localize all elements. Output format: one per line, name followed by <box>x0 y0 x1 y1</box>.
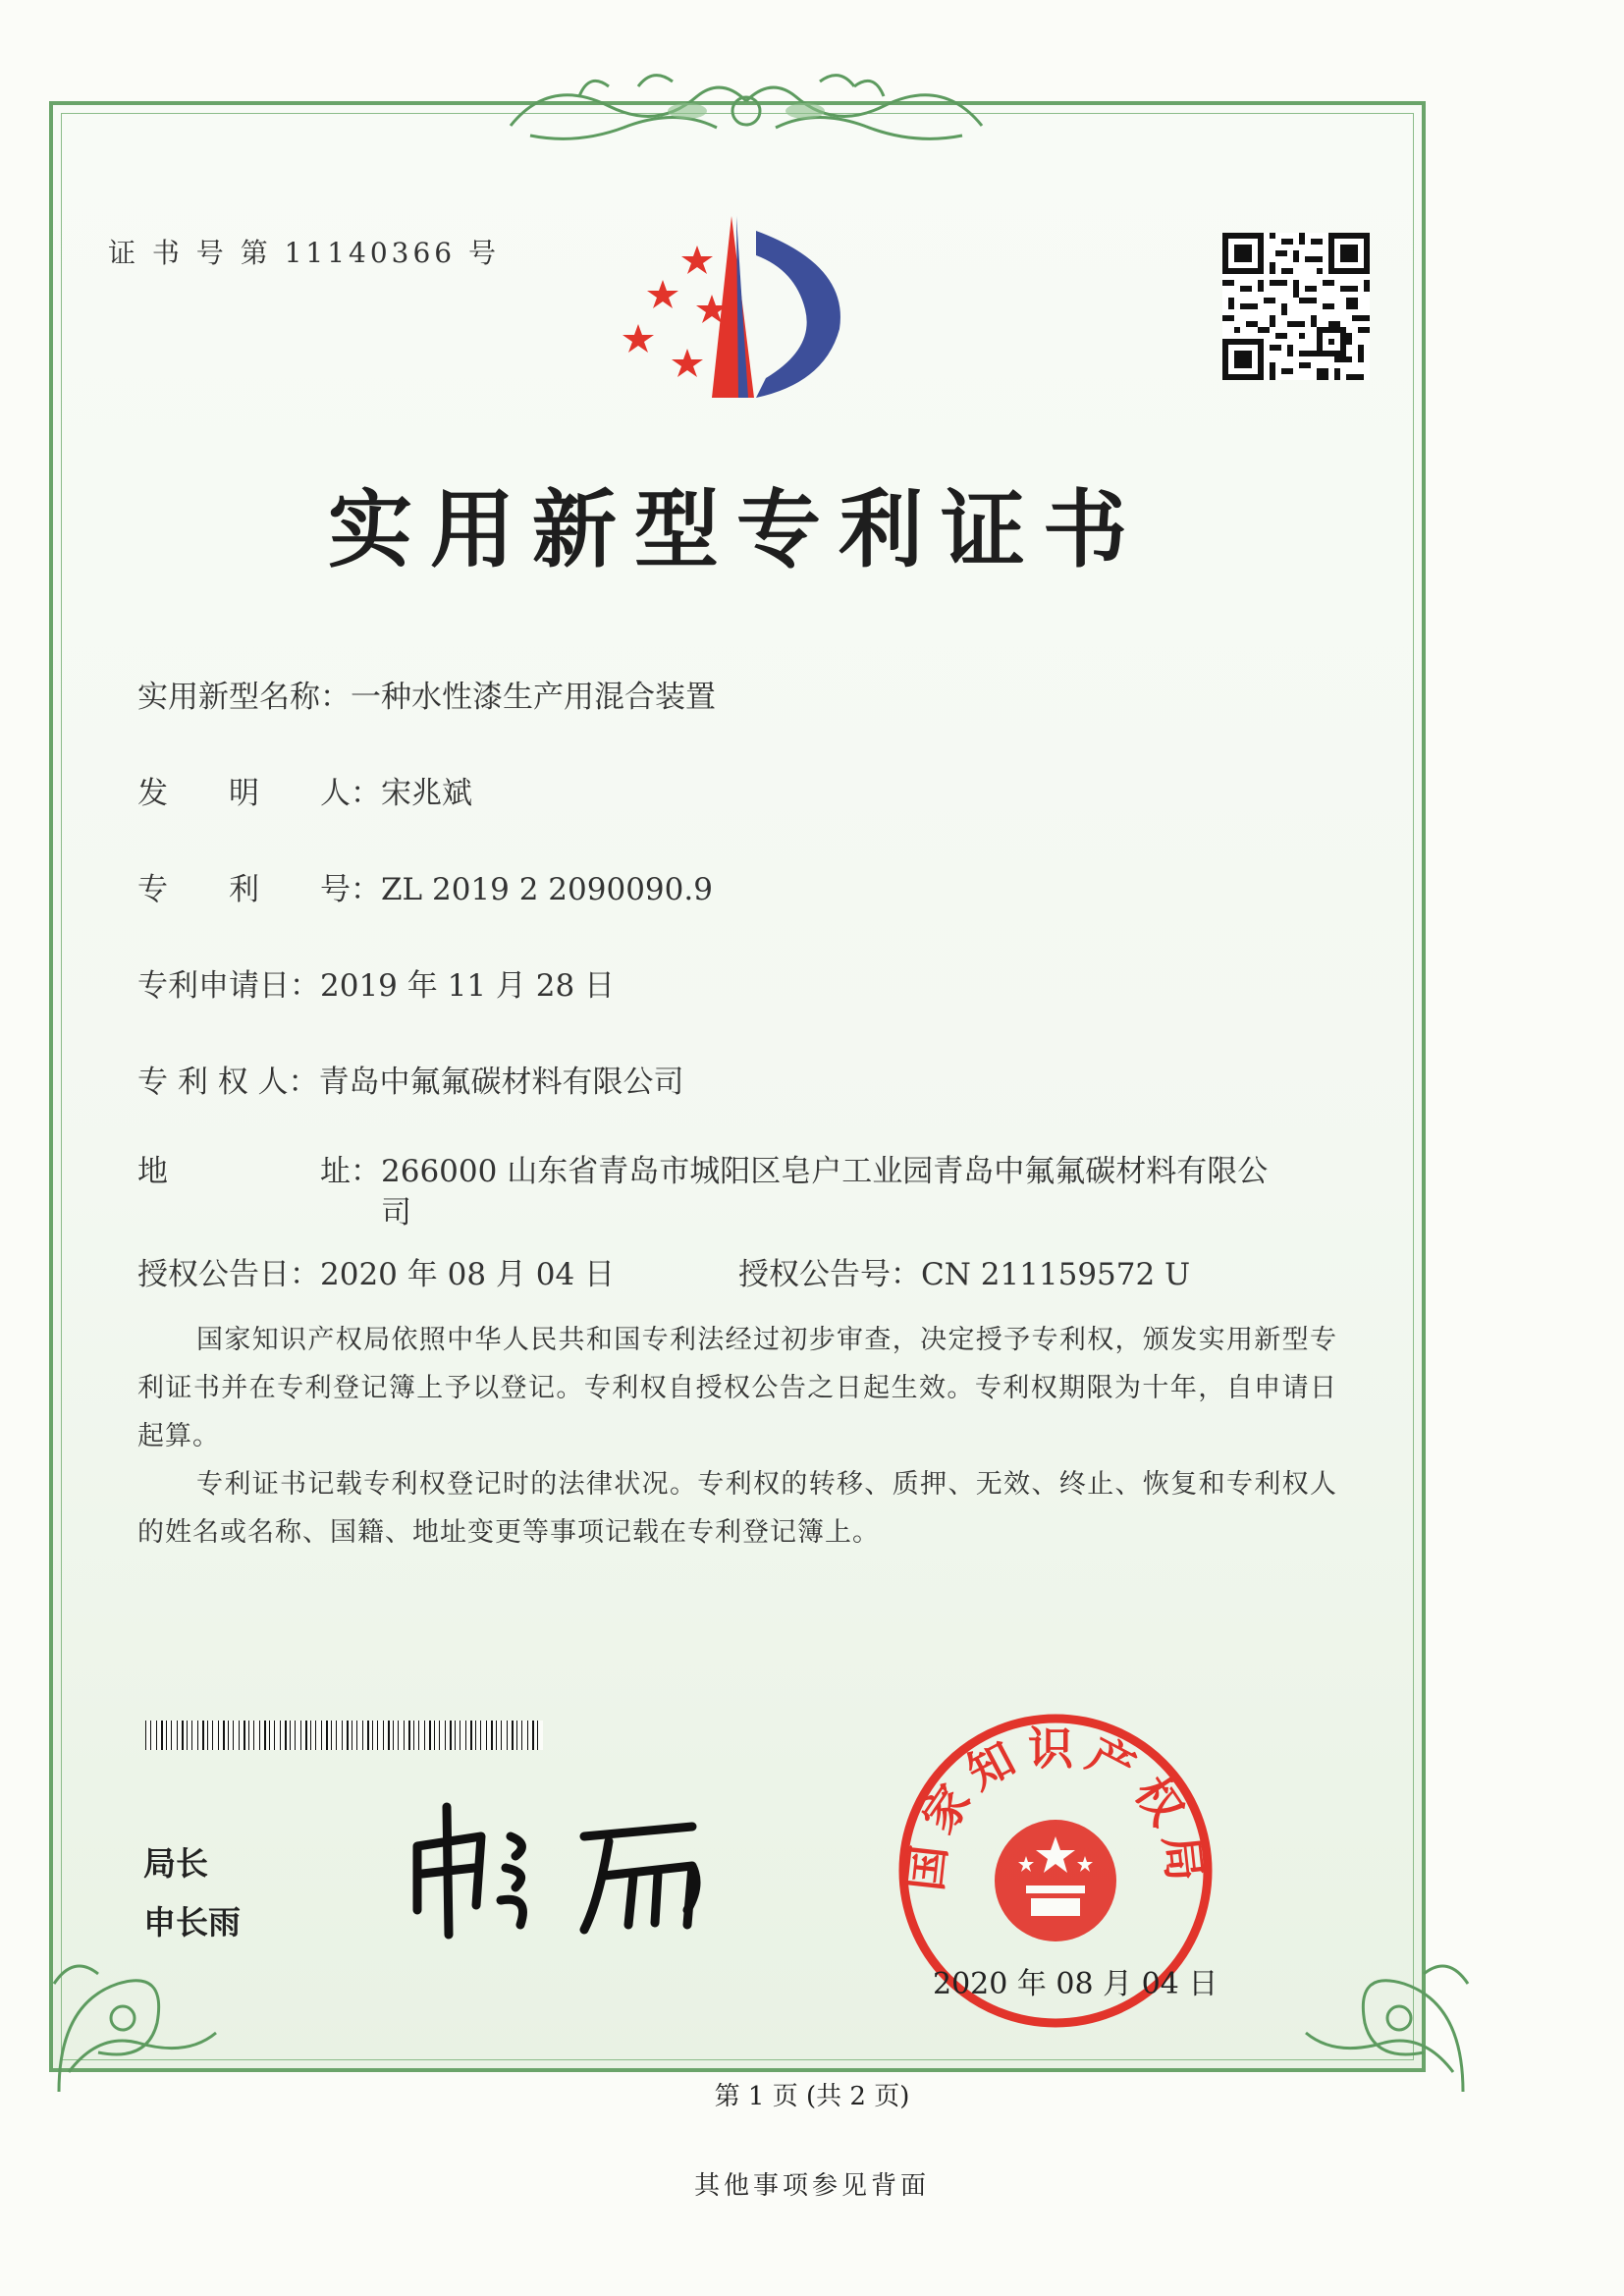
field-label: 专利申请日： <box>137 968 320 1004</box>
field-address <box>137 1151 1284 1233</box>
legal-paragraph: 国家知识产权局依照中华人民共和国专利法经过初步审查，决定授予专利权，颁发实用新型专利证书并在专利登记簿上予以登记。专利权自授权公告之日起生效。专利权期限为十年，自申请日起算。 <box>137 1325 1337 1451</box>
field-patent-number <box>137 864 713 908</box>
seal-text: 国家知识产权局 <box>897 1722 1214 1894</box>
corner-ornament-bottom-right <box>1276 1925 1483 2102</box>
field-value: 2019 年 11 月 28 日 <box>320 968 616 1004</box>
field-value: CN 211159572 U <box>921 1257 1191 1292</box>
field-label: 授权公告日： <box>137 1257 320 1292</box>
field-label: 发 明 人： <box>137 776 381 811</box>
legal-text <box>137 1316 1337 1557</box>
field-label: 实用新型名称： <box>137 680 351 715</box>
field-grant-date <box>137 1249 615 1293</box>
certificate-title: 实用新型专利证书 <box>328 481 1145 579</box>
signatory-name: 申长雨 <box>143 1903 241 1941</box>
legal-paragraph: 专利证书记载专利权登记时的法律状况。专利权的转移、质押、无效、终止、恢复和专利权人的姓名或名称、国籍、地址变更等事项记载在专利登记簿上。 <box>137 1469 1337 1548</box>
certificate-number: 证 书 号 第 11140366 号 <box>108 237 501 269</box>
field-value: 266000 山东省青岛市城阳区皂户工业园青岛中氟氟碳材料有限公司 <box>381 1154 1269 1230</box>
field-value: ZL 2019 2 2090090.9 <box>381 872 713 907</box>
top-ornament <box>491 57 1001 155</box>
field-inventor <box>137 768 472 812</box>
field-grant-number <box>738 1249 1190 1293</box>
page-number: 第 1 页 (共 2 页) <box>714 2082 910 2111</box>
field-filing-date <box>137 960 615 1005</box>
barcode-icon <box>145 1721 543 1750</box>
field-value: 宋兆斌 <box>381 776 472 811</box>
corner-ornament-bottom-left <box>39 1925 245 2102</box>
field-value: 一种水性漆生产用混合装置 <box>351 680 716 715</box>
field-label: 专 利 权 人： <box>137 1065 319 1100</box>
patent-office-logo-icon <box>619 211 874 403</box>
field-value: 2020 年 08 月 04 日 <box>320 1257 616 1292</box>
field-label: 地 址： <box>137 1154 381 1189</box>
signatory-title: 局长 <box>143 1844 208 1883</box>
handwritten-signature-icon <box>398 1797 751 1944</box>
field-label: 专 利 号： <box>137 872 381 907</box>
field-utility-model-name <box>137 672 716 716</box>
seal-date: 2020 年 08 月 04 日 <box>933 1967 1218 2001</box>
field-label: 授权公告号： <box>738 1257 921 1292</box>
footer-note: 其他事项参见背面 <box>693 2171 930 2201</box>
field-patentee <box>137 1057 684 1101</box>
qr-code-icon[interactable] <box>1222 233 1370 380</box>
field-value: 青岛中氟氟碳材料有限公司 <box>318 1065 684 1100</box>
